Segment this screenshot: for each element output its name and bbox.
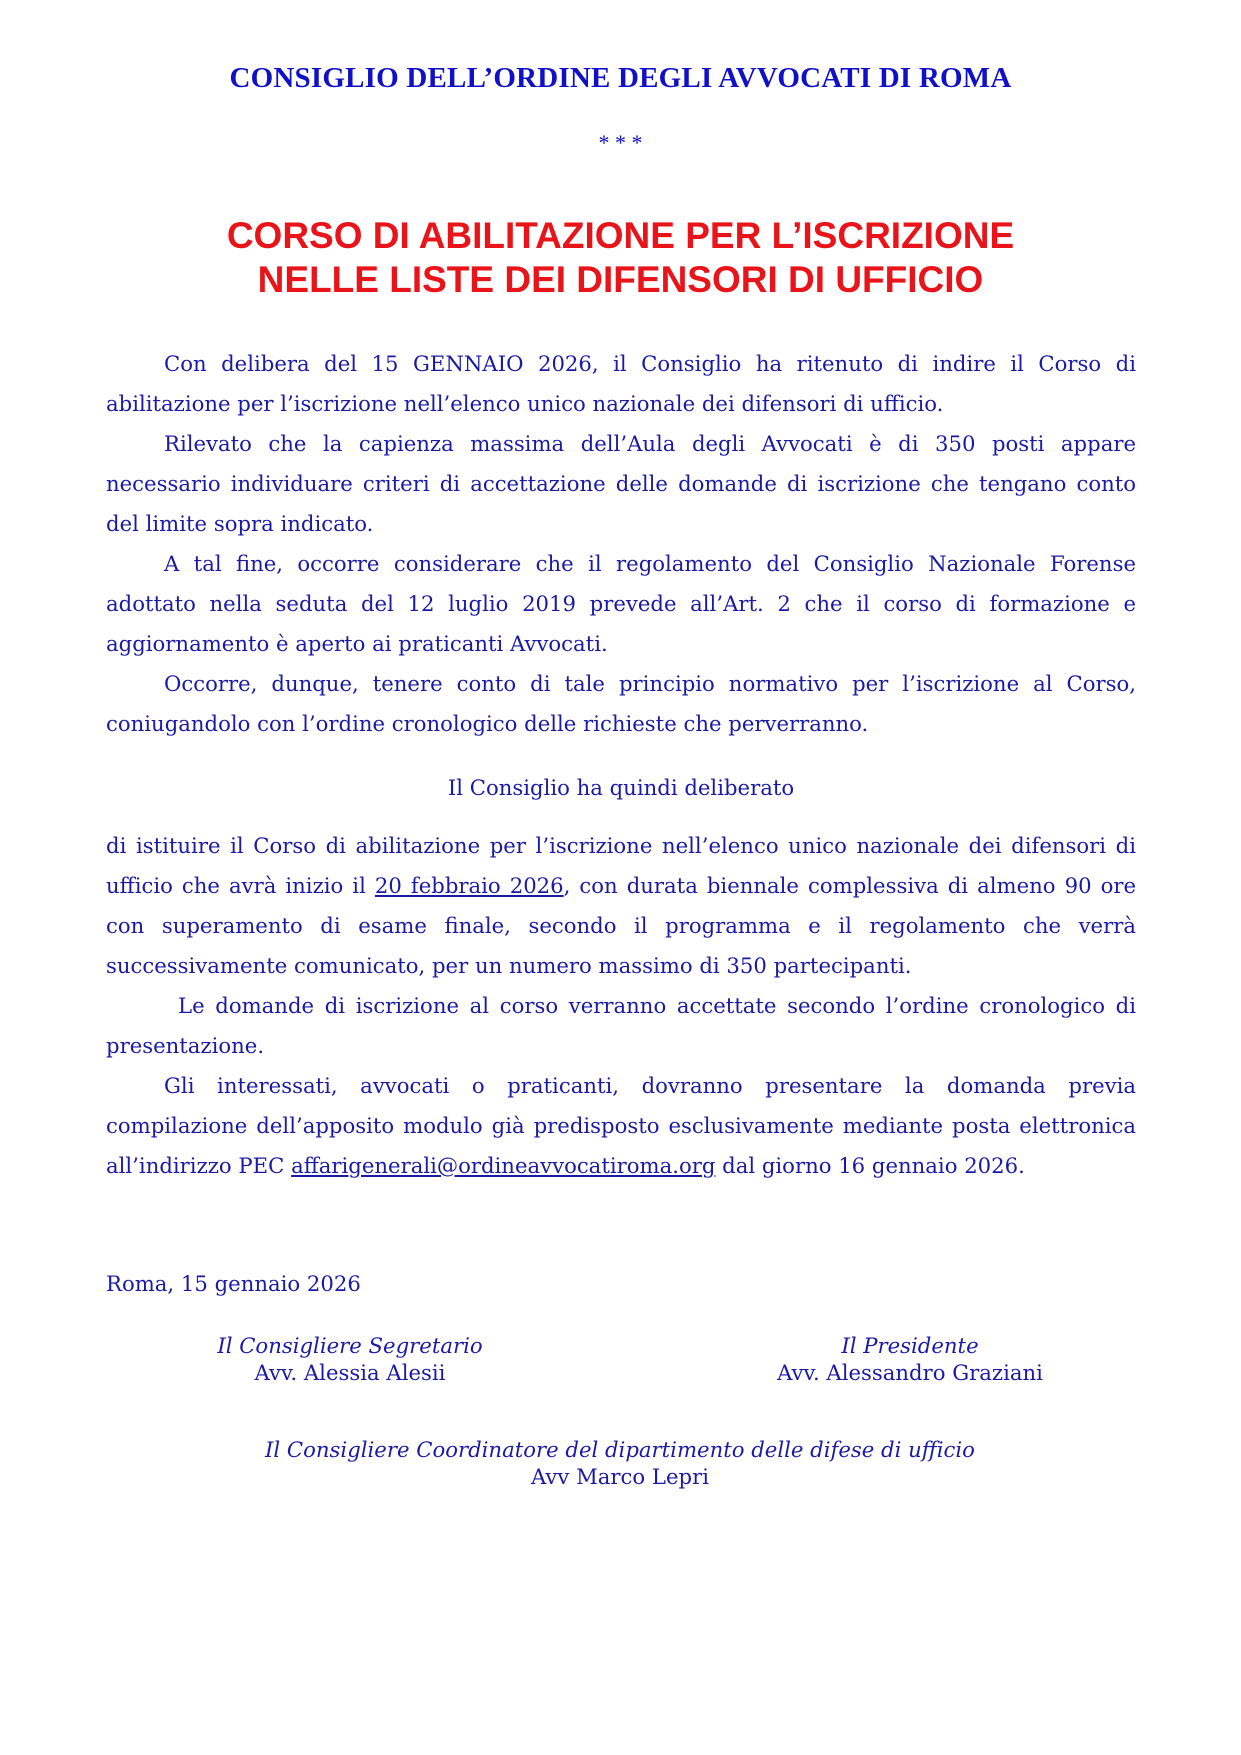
place-date: Roma, 15 gennaio 2026 [106,1271,361,1296]
paragraph-capienza: Rilevato che la capienza massima dell’Aula degli Avvocati è di 350 posti appare necessario individuare criteri di accettazione delle domande di iscrizione che tengano conto del limite sopra indicato. [106,431,1136,536]
organization-heading: CONSIGLIO DELL’ORDINE DEGLI AVVOCATI DI ROMA [229,62,1012,94]
secretary-name: Avv. Alessia Alesii [254,1360,446,1385]
paragraph-modalita [106,1066,1136,1186]
paragraph-principio: Occorre, dunque, tenere conto di tale principio normativo per l’iscrizione al Corso, coniugandolo con l’ordine cronologico delle richieste che perverranno. [106,671,1136,736]
president-name: Avv. Alessandro Graziani [777,1360,1043,1385]
start-date: 20 febbraio 2026 [374,873,564,898]
istituzione-text-before: di istituire il Corso di abilitazione per l’iscrizione nell’elenco unico nazionale dei difensori di ufficio che avrà inizio il [106,833,1136,898]
section-separator: * * * [598,130,643,155]
modalita-text-before: Gli interessati, avvocati o praticanti, dovranno presentare la domanda previa compilazione dell’apposito modulo già predisposto esclusivamente mediante posta elettronica all’indirizzo PEC [106,1073,1136,1178]
paragraph-ordine-cronologico: Le domande di iscrizione al corso verranno accettate secondo l’ordine cronologico di presentazione. [106,993,1136,1058]
document-title [0,214,1241,302]
decision-section [106,826,1136,1186]
istituzione-text-after: , con durata biennale complessiva di almeno 90 ore con superamento di esame finale, secondo il programma e il regolamento che verrà successivamente comunicato, per un numero massimo di 350 partecipanti. [106,873,1136,978]
paragraph-delibera: Con delibera del 15 GENNAIO 2026, il Consiglio ha ritenuto di indire il Corso di abilitazione per l’iscrizione nell’elenco unico nazionale dei difensori di ufficio. [106,351,1136,416]
secretary-role: Il Consigliere Segretario [217,1333,483,1358]
coordinator-name: Avv Marco Lepri [530,1464,709,1489]
title-line-1: CORSO DI ABILITAZIONE PER L’ISCRIZIONE [226,215,1015,256]
coordinator-role: Il Consigliere Coordinatore del dipartimento delle difese di ufficio [265,1437,975,1462]
president-role: Il Presidente [841,1333,979,1358]
signature-coordinator [120,1436,1120,1490]
premises-section [106,344,1136,744]
paragraph-istituzione [106,826,1136,986]
deliberato-line: Il Consiglio ha quindi deliberato [447,775,795,800]
pec-email-link[interactable]: affarigenerali@ordineavvocatiroma.org [291,1153,716,1178]
paragraph-regolamento: A tal fine, occorre considerare che il regolamento del Consiglio Nazionale Forense adottato nella seduta del 12 luglio 2019 prevede all’Art. 2 che il corso di formazione e aggiornamento è aperto ai praticanti Avvocati. [106,551,1136,656]
modalita-text-after: dal giorno 16 gennaio 2026. [715,1153,1025,1178]
title-line-2: NELLE LISTE DEI DIFENSORI DI UFFICIO [257,259,984,300]
signature-secretary [170,1332,530,1386]
signature-president [720,1332,1100,1386]
